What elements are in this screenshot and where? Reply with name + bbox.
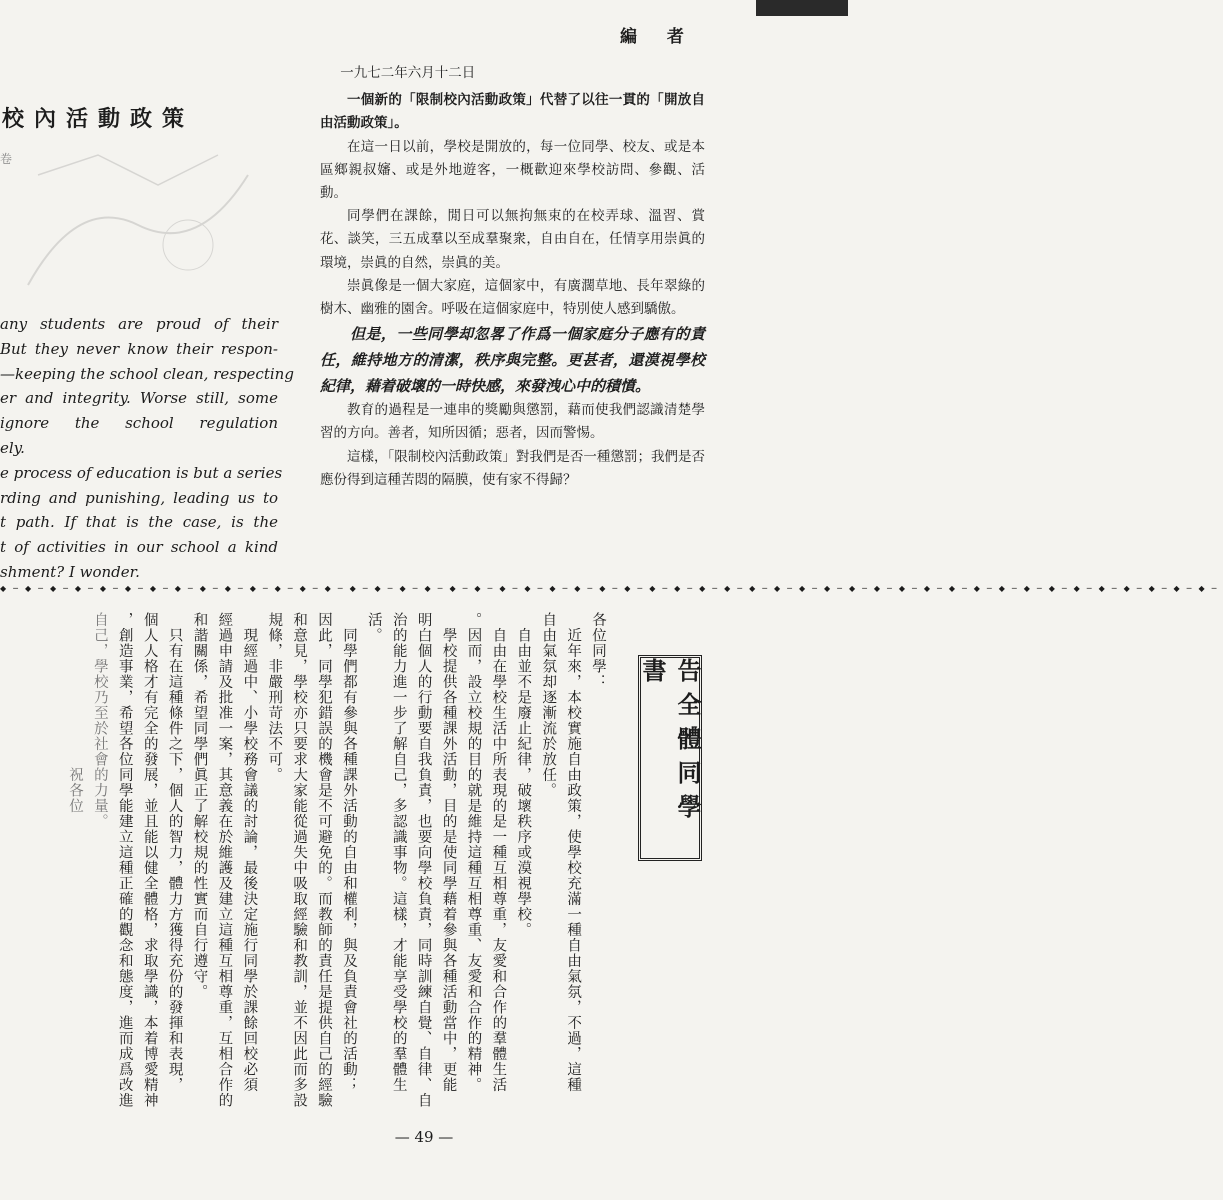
notice-line: 各位同學： (590, 612, 606, 690)
notice-title: 告全體同學書 (638, 658, 702, 828)
notice-line: 明白個人的行動要自我負責，也要向學校負責，同時訓練自覺、自律、自 (415, 612, 432, 1108)
notice-line: 規條，非嚴刑苛法不可。 (266, 612, 283, 783)
english-line: any students are proud of their (0, 315, 278, 333)
notice-line: 學校提供各種課外活動，目的是使同學藉着參與各種活動當中，更能 (440, 612, 457, 1093)
notice-line: 個人人格才有完全的發展，並且能以健全體格，求取學識，本着博愛精神 (141, 612, 158, 1108)
notice-line: 和意見，學校亦只要求大家能從過失中吸取經驗和教訓，並不因此而多設 (291, 612, 308, 1108)
page-edge (756, 0, 848, 16)
notice-line: 自己，學校乃至於社會的力量。 (91, 612, 108, 829)
chinese-article (320, 62, 705, 492)
notice-line: 自由並不是廢止紀律，破壞秩序或漠視學校。 (515, 612, 532, 938)
english-line: ignore the school regulation (0, 414, 278, 433)
notice-line: 。因而，設立校規的目的就是維持這種互相尊重、友愛和合作的精神。 (465, 612, 482, 1093)
notice-line: 和諧關係，希望同學們眞正了解校規的性實而自行遵守。 (191, 612, 208, 1000)
article-paragraph-emphasis: 但是，一些同學却忽畧了作爲一個家庭分子應有的責任，維持地方的清潔，秩序與完整。更甚者，還漠視學校紀律，藉着破壞的一時快感，來發洩心中的積憤。 (320, 325, 705, 396)
left-title: 校內活動政策 (2, 106, 195, 132)
notice-line: 現經過中、小學校務會議的討論，最後決定施行同學於課餘回校必須 (241, 612, 258, 1093)
notice-line: 祝各位 (66, 612, 83, 814)
notice-line: 治的能力進一步了解自己，多認識事物。這樣，才能享受學校的羣體生 (390, 612, 407, 1093)
english-line: er and integrity. Worse still, some (0, 389, 278, 408)
english-line: shment? I wonder. (0, 562, 140, 581)
notice-line: 活。 (365, 612, 382, 643)
article-paragraph: 同學們在課餘，閒日可以無拘無束的在校弄球、溫習、賞花、談笑，三五成羣以至成羣聚衆，自由自在，任情享用崇眞的環境，崇眞的自然，崇眞的美。 (320, 208, 705, 271)
english-line: t of activities in our school a kind (0, 538, 278, 557)
notice-line: 只有在這種條件之下，個人的智力，體力方獲得充份的發揮和表現， (166, 612, 183, 1093)
page-number: — 49 — (394, 1128, 454, 1146)
english-line: t path. If that is the case, is the (0, 513, 278, 532)
article-paragraph: 崇眞像是一個大家庭，這個家中，有廣濶草地、長年翠綠的樹木、幽雅的園舍。呼吸在這個家庭中，特別使人感到驕傲。 (320, 277, 705, 318)
english-line: But they never know their respon- (0, 339, 278, 358)
english-line: rding and punishing, leading us to (0, 488, 278, 507)
article-paragraph: 教育的過程是一連串的獎勵與懲罰，藉而使我們認識清楚學習的方向。善者，知所因循；惡者，因而警惕。 (320, 402, 705, 442)
article-paragraph: 在這一日以前，學校是開放的，每一位同學、校友、或是本區鄉親叔嬸、或是外地遊客，一概歡迎來學校訪問、參觀、活動。 (320, 138, 705, 202)
notice-line: 同學們都有參與各種課外活動的自由和權利，與及負責會社的活動； (340, 612, 357, 1093)
notice-line: 經過申請及批准一案，其意義在於維護及建立這種互相尊重，互相合作的 (216, 612, 233, 1108)
english-line: e process of education is but a series (0, 463, 283, 482)
editor-label: 編 者 (620, 27, 696, 47)
article-paragraph: 這樣，「限制校內活動政策」對我們是否一種懲罰；我們是否應份得到這種苦悶的隔膜，使有家不得歸？ (320, 448, 705, 488)
english-line: —keeping the school clean, respecting (0, 364, 294, 383)
dashed-divider: ◆─◆─◆─◆─◆─◆─◆─◆─◆─◆─◆─◆─◆─◆─◆─◆─◆─◆─◆─◆─◆─◆─◆─◆─◆─◆─◆─◆─◆─◆─◆─◆─◆─◆─◆─◆─◆─◆─◆─◆─◆─◆─◆─◆─◆─◆─◆─◆─◆─ (0, 584, 1223, 593)
notice-title-box (638, 655, 702, 861)
faded-sketch (18, 135, 258, 295)
article-paragraph: 一個新的「限制校內活動政策」代替了以往一貫的「開放自由活動政策」。 (320, 92, 705, 132)
notice-line: 近年來，本校實施自由政策，使學校充滿一種自由氣氛，不過，這種 (565, 612, 582, 1093)
left-fragment: 卷 (0, 152, 13, 166)
notice-line: 自由在學校生活中所表現的是一種互相尊重，友愛和合作的羣體生活 (490, 612, 507, 1093)
english-line: ely. (0, 438, 25, 457)
article-date: 一九七二年六月十二日 (340, 65, 476, 81)
notice-line: 因此，同學犯錯誤的機會是不可避免的。而教師的責任是提供自己的經驗 (316, 612, 333, 1108)
english-article (0, 312, 294, 585)
notice-line: 自由氣氛却逐漸流於放任。 (540, 612, 557, 798)
notice-line: ，創造事業，希望各位同學能建立這種正確的觀念和態度，進而成爲改進 (116, 612, 133, 1108)
notice-body (30, 612, 610, 1152)
